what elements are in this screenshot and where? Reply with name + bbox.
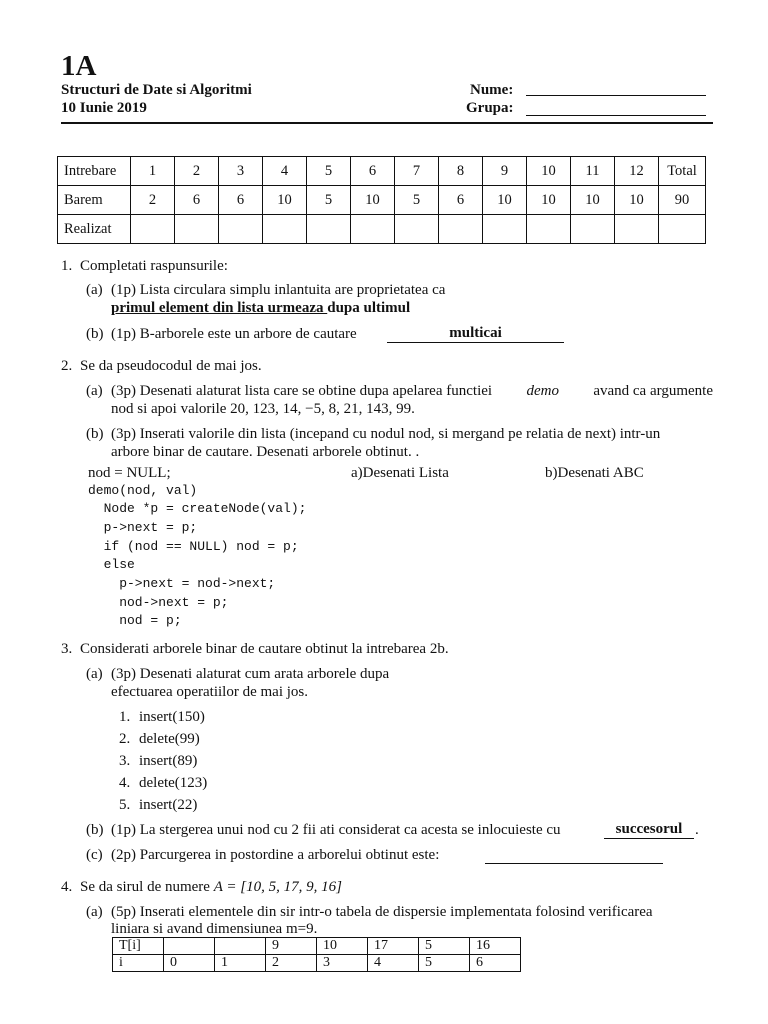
q3a-line2: efectuarea operatiilor de mai jos. (111, 684, 308, 700)
question-cell: 9 (483, 157, 527, 186)
hash-cell: 5 (419, 938, 470, 955)
score-row-points (58, 186, 706, 215)
code-line: nod->next = p; (88, 595, 229, 610)
code-first-line: nod = NULL; (88, 465, 171, 481)
q2b-label: (b) (86, 426, 104, 442)
q4a-label: (a) (86, 904, 103, 920)
q3b-period: . (695, 822, 699, 838)
q1b-label: (b) (86, 326, 104, 342)
code-line: if (nod == NULL) nod = p; (88, 539, 299, 554)
hash-cell: 16 (470, 938, 521, 955)
header-rule (61, 122, 713, 124)
question-cell: 8 (439, 157, 483, 186)
course-title: Structuri de Date si Algoritmi (61, 82, 252, 98)
achieved-cell[interactable] (263, 215, 307, 244)
hash-row-values (113, 938, 521, 955)
achieved-cell[interactable] (351, 215, 395, 244)
op-text: insert(22) (139, 797, 198, 813)
question-cell: 12 (615, 157, 659, 186)
q2-text: Se da pseudocodul de mai jos. (80, 358, 262, 374)
score-table (57, 156, 706, 244)
achieved-cell[interactable] (527, 215, 571, 244)
q2-number: 2. (61, 358, 73, 374)
q1a-label: (a) (86, 282, 103, 298)
op-text: delete(123) (139, 775, 208, 791)
question-cell: 3 (219, 157, 263, 186)
q1a-answer-rest: dupa ultimul (327, 300, 411, 316)
points-cell: 2 (131, 186, 175, 215)
question-cell: 11 (571, 157, 615, 186)
hash-cell: 17 (368, 938, 419, 955)
score-row-questions (58, 157, 706, 186)
q4-number: 4. (61, 879, 73, 895)
q2b-line2: arbore binar de cautare. Desenati arborele obtinut. . (111, 444, 420, 460)
q3b-label: (b) (86, 822, 104, 838)
points-cell: 10 (527, 186, 571, 215)
question-cell: 10 (527, 157, 571, 186)
op-number: 5. (119, 797, 131, 813)
op-text: insert(89) (139, 753, 198, 769)
points-cell: 5 (395, 186, 439, 215)
q2a-line1-em: demo (526, 383, 559, 399)
points-cell: 6 (439, 186, 483, 215)
points-cell: 5 (307, 186, 351, 215)
hash-cell: 0 (164, 955, 215, 972)
total-header-cell: Total (659, 157, 706, 186)
code-line: else (88, 557, 135, 572)
op-text: delete(99) (139, 731, 200, 747)
hash-cell[interactable] (215, 938, 266, 955)
q2a-line1 (111, 383, 713, 400)
question-cell: 5 (307, 157, 351, 186)
q1a-text: (1p) Lista circulara simplu inlantuita are proprietatea ca (111, 282, 446, 298)
op-text: insert(150) (139, 709, 205, 725)
name-label: Nume: (470, 82, 514, 98)
q4-array: A = [10, 5, 17, 9, 16] (213, 879, 342, 895)
q2a-line2: nod si apoi valorile 20, 123, 14, −5, 8, 21, 143, 99. (111, 401, 415, 417)
q2a-line1-pre: (3p) Desenati alaturat lista care se obtine dupa apelarea functiei (111, 383, 493, 399)
row-label: Realizat (58, 215, 131, 244)
total-points-cell: 90 (659, 186, 706, 215)
group-field[interactable] (526, 115, 706, 116)
q3c-text: (2p) Parcurgerea in postordine a arborelui obtinut este: (111, 847, 440, 863)
hash-row-indices (113, 955, 521, 972)
question-cell: 4 (263, 157, 307, 186)
op-number: 4. (119, 775, 131, 791)
q4a-line1: (5p) Inserati elementele din sir intr-o tabela de dispersie implementata folosind verificarea (111, 904, 653, 920)
achieved-cell[interactable] (307, 215, 351, 244)
exam-date: 10 Iunie 2019 (61, 100, 147, 116)
points-cell: 10 (615, 186, 659, 215)
hash-cell: 6 (470, 955, 521, 972)
hash-cell: 2 (266, 955, 317, 972)
points-cell: 10 (483, 186, 527, 215)
draw-list-label: a)Desenati Lista (351, 465, 449, 481)
hash-cell: i (113, 955, 164, 972)
hash-table (112, 937, 521, 972)
hash-cell[interactable] (164, 938, 215, 955)
points-cell: 10 (263, 186, 307, 215)
points-cell: 10 (351, 186, 395, 215)
achieved-cell[interactable] (439, 215, 483, 244)
code-line: Node *p = createNode(val); (88, 501, 307, 516)
row-label: Barem (58, 186, 131, 215)
achieved-total-cell[interactable] (659, 215, 706, 244)
code-line: demo(nod, val) (88, 483, 198, 498)
q3c-answer-blank[interactable] (485, 847, 663, 864)
draw-bst-label: b)Desenati ABC (545, 465, 644, 481)
q3a-label: (a) (86, 666, 103, 682)
hash-cell: 3 (317, 955, 368, 972)
q1b-text: (1p) B-arborele este un arbore de cautare (111, 326, 357, 342)
q1-text: Completati raspunsurile: (80, 258, 228, 274)
q3-number: 3. (61, 641, 73, 657)
points-cell: 6 (175, 186, 219, 215)
q3b-answer: succesorul (615, 821, 683, 837)
hash-cell: 10 (317, 938, 368, 955)
achieved-cell[interactable] (395, 215, 439, 244)
name-field[interactable] (526, 95, 706, 96)
code-line: nod = p; (88, 613, 182, 628)
question-cell: 2 (175, 157, 219, 186)
q1-number: 1. (61, 258, 73, 274)
q3b-text: (1p) La stergerea unui nod cu 2 fii ati considerat ca acesta se inlocuieste cu (111, 822, 561, 838)
hash-cell: 5 (419, 955, 470, 972)
question-cell: 1 (131, 157, 175, 186)
q4a-line2: liniara si avand dimensiunea m=9. (111, 921, 318, 937)
q3-text: Considerati arborele binar de cautare obtinut la intrebarea 2b. (80, 641, 449, 657)
hash-cell: 4 (368, 955, 419, 972)
points-cell: 6 (219, 186, 263, 215)
exam-code: 1A (61, 50, 97, 82)
op-number: 1. (119, 709, 131, 725)
q4-text (80, 879, 342, 896)
q3a-line1: (3p) Desenati alaturat cum arata arborele dupa (111, 666, 390, 682)
op-number: 3. (119, 753, 131, 769)
hash-cell: T[i] (113, 938, 164, 955)
achieved-cell[interactable] (615, 215, 659, 244)
q2b-line1: (3p) Inserati valorile din lista (incepand cu nodul nod, si mergand pe relatia de next) intr-un (111, 426, 661, 442)
achieved-cell[interactable] (483, 215, 527, 244)
op-number: 2. (119, 731, 131, 747)
achieved-cell[interactable] (219, 215, 263, 244)
row-label: Intrebare (58, 157, 131, 186)
q1a-answer-underlined: primul element din lista urmeaza (111, 300, 328, 316)
hash-cell: 9 (266, 938, 317, 955)
q4-text-pre: Se da sirul de numere (80, 879, 210, 895)
achieved-cell[interactable] (131, 215, 175, 244)
code-line: p->next = p; (88, 520, 198, 535)
q2a-line1-post: avand ca argumente (593, 383, 713, 399)
question-cell: 7 (395, 157, 439, 186)
achieved-cell[interactable] (175, 215, 219, 244)
q1b-answer: multicai (449, 325, 502, 341)
hash-cell: 1 (215, 955, 266, 972)
code-line: p->next = nod->next; (88, 576, 276, 591)
q1a-answer (111, 300, 410, 317)
points-cell: 10 (571, 186, 615, 215)
q3c-label: (c) (86, 847, 103, 863)
achieved-cell[interactable] (571, 215, 615, 244)
question-cell: 6 (351, 157, 395, 186)
q2a-label: (a) (86, 383, 103, 399)
score-row-achieved (58, 215, 706, 244)
group-label: Grupa: (466, 100, 514, 116)
